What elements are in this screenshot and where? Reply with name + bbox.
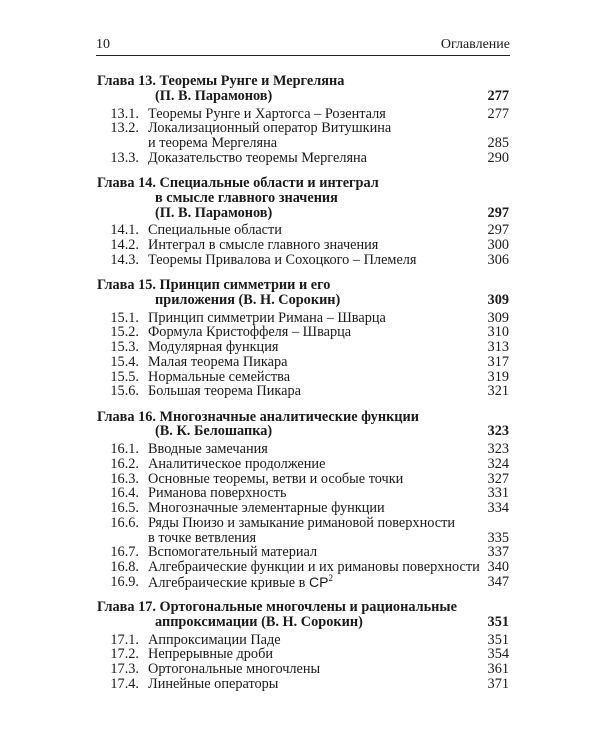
section-entry [97, 325, 509, 340]
section-number: 16.1. [110, 441, 139, 457]
section-number: 17.2. [110, 646, 139, 663]
chapter-title-line [97, 191, 509, 206]
section-title [148, 572, 333, 591]
section-title-text: Алгебраические функции и их римановы поверхности [148, 559, 480, 575]
section-number: 15.3. [110, 339, 139, 355]
section-entry [97, 355, 509, 370]
section-title-text: Вспомогательный материал [148, 544, 318, 561]
section-number: 14.2. [110, 237, 139, 253]
section-title [148, 136, 277, 151]
math-symbol: CP [309, 573, 329, 590]
section-title [148, 151, 367, 166]
section-entry [97, 457, 509, 472]
table-of-contents [97, 74, 509, 692]
section-list [97, 633, 509, 692]
section-title [148, 662, 320, 677]
section-entry [97, 531, 509, 546]
section-page: 285 [487, 135, 509, 151]
section-title [148, 223, 282, 238]
section-title [148, 238, 378, 253]
section-title [148, 253, 417, 268]
section-page: 337 [487, 544, 509, 561]
section-title [148, 677, 278, 692]
chapter-title-text: Глава 14. Специальные области и интеграл [97, 175, 379, 191]
section-title-text: Вводные замечания [148, 441, 268, 457]
section-page: 313 [487, 339, 509, 355]
section-title [148, 340, 278, 355]
chapter-entry [97, 74, 509, 166]
section-title-text: Аппроксимации Паде [148, 631, 281, 648]
section-title-text: Принцип симметрии Римана – Шварца [148, 309, 386, 326]
section-entry [97, 151, 509, 166]
section-page: 347 [487, 573, 509, 590]
section-page: 321 [487, 383, 509, 400]
section-number: 16.6. [110, 514, 139, 531]
section-page: 310 [487, 324, 509, 341]
section-page: 319 [487, 368, 509, 385]
section-list [97, 311, 509, 400]
running-header [96, 37, 510, 56]
section-entry [97, 677, 509, 692]
section-number: 16.9. [110, 573, 139, 590]
section-title-text: Основные теоремы, ветви и особые точки [148, 470, 404, 487]
section-entry [97, 238, 509, 253]
section-page: 327 [487, 470, 509, 487]
running-title: Оглавление [440, 37, 510, 52]
section-page: 354 [487, 646, 509, 663]
section-title-text: Доказательство теоремы Мергеляна [148, 149, 368, 166]
section-number: 16.3. [110, 470, 139, 487]
chapter-page: 323 [487, 423, 509, 440]
section-page: 324 [487, 455, 509, 472]
section-number: 13.2. [110, 120, 139, 137]
section-number: 16.7. [110, 544, 139, 561]
section-number: 15.6. [110, 383, 139, 400]
chapter-title-line [97, 600, 509, 615]
section-title-text: Линейные операторы [148, 675, 279, 692]
chapter-title-line [97, 89, 509, 104]
section-title [148, 472, 403, 487]
section-title [148, 384, 301, 399]
section-list [97, 107, 509, 166]
chapter-title-text: Глава 16. Многозначные аналитические функции [97, 408, 420, 425]
section-title-text: Большая теорема Пикара [148, 383, 301, 400]
chapter-title-line [97, 176, 509, 191]
section-entry [97, 560, 509, 575]
section-entry [97, 370, 509, 385]
chapter-title-line [97, 424, 509, 439]
section-title [148, 531, 256, 546]
section-entry [97, 633, 509, 648]
chapter-title-line [97, 615, 509, 630]
chapter-title-line [97, 74, 509, 89]
section-number: 15.5. [110, 368, 139, 385]
section-title-text: Непрерывные дроби [148, 646, 273, 663]
section-title-text: Малая теорема Пикара [148, 353, 288, 370]
section-title-text: и теорема Мергеляна [148, 135, 278, 151]
section-list [97, 223, 509, 267]
section-title-text: Теоремы Привалова и Сохоцкого – Племеля [148, 251, 417, 268]
chapter-page: 351 [487, 613, 509, 630]
section-page: 335 [487, 529, 509, 546]
section-entry [97, 340, 509, 355]
section-title-text: Аналитическое продолжение [148, 455, 326, 472]
section-number: 17.1. [110, 631, 139, 648]
section-title-text: Формула Кристоффеля – Шварца [148, 324, 352, 341]
section-number: 17.4. [110, 675, 139, 692]
section-number: 15.1. [110, 309, 139, 326]
section-title-text: Специальные области [148, 222, 282, 239]
section-title [148, 633, 281, 648]
section-page: 323 [487, 441, 509, 457]
chapter-entry [97, 176, 509, 268]
chapter-title-text: аппроксимации (В. Н. Сорокин) [155, 613, 363, 630]
chapter-title-text: (П. В. Парамонов) [155, 204, 273, 221]
section-entry [97, 545, 509, 560]
section-number: 17.3. [110, 661, 139, 677]
page-number: 10 [96, 37, 110, 52]
chapter-entry [97, 278, 509, 399]
section-title [148, 121, 391, 136]
section-number: 16.8. [110, 559, 139, 575]
section-page: 297 [487, 222, 509, 239]
section-page: 277 [487, 105, 509, 122]
section-number: 15.4. [110, 353, 139, 370]
section-page: 317 [487, 353, 509, 370]
section-page: 351 [487, 631, 509, 648]
section-number: 16.5. [110, 500, 139, 516]
section-number: 16.2. [110, 455, 139, 472]
section-entry [97, 442, 509, 457]
section-page: 331 [487, 485, 509, 502]
section-entry [97, 223, 509, 238]
section-title [148, 560, 480, 575]
section-title-text: Риманова поверхность [148, 485, 287, 502]
section-page: 334 [487, 500, 509, 516]
section-title-text: Теоремы Рунге и Хартогса – Розенталя [148, 105, 386, 122]
section-page: 300 [487, 237, 509, 253]
section-title [148, 442, 268, 457]
section-title-text: Локализационный оператор Витушкина [148, 120, 392, 137]
section-number: 16.4. [110, 485, 139, 502]
section-title [148, 355, 287, 370]
section-page: 306 [487, 251, 509, 268]
chapter-title-line [97, 206, 509, 221]
section-entry [97, 311, 509, 326]
chapter-title-line [97, 410, 509, 425]
section-title-text: Ортогональные многочлены [148, 661, 321, 677]
section-entry [97, 516, 509, 531]
section-entry [97, 486, 509, 501]
section-page: 309 [487, 309, 509, 326]
section-entry [97, 136, 509, 151]
chapter-title-text: Глава 17. Ортогональные многочлены и рациональные [97, 599, 457, 615]
section-number: 14.1. [110, 222, 139, 239]
section-title [148, 516, 455, 531]
section-title [148, 486, 287, 501]
chapter-title-text: Глава 15. Принцип симметрии и его [97, 277, 331, 293]
section-title [148, 545, 317, 560]
section-number: 15.2. [110, 324, 139, 341]
section-page: 340 [487, 559, 509, 575]
section-entry [97, 472, 509, 487]
section-entry [97, 107, 509, 122]
section-title-text: Алгебраические кривые в [148, 574, 310, 591]
section-number: 13.3. [110, 149, 139, 166]
section-entry [97, 662, 509, 677]
section-title [148, 457, 325, 472]
section-number: 14.3. [110, 251, 139, 268]
section-title-text: Нормальные семейства [148, 368, 291, 385]
section-title-text: в точке ветвления [148, 529, 257, 546]
chapter-title-text: в смысле главного значения [155, 189, 338, 206]
section-title-text: Модулярная функция [148, 339, 279, 355]
section-title-text: Интеграл в смысле главного значения [148, 237, 379, 253]
chapter-title-text: Глава 13. Теоремы Рунге и Мергеляна [97, 73, 345, 89]
section-title [148, 370, 290, 385]
section-page: 371 [487, 675, 509, 692]
section-entry [97, 253, 509, 268]
chapter-title-text: (В. К. Белошапка) [155, 423, 273, 440]
section-title-text: Ряды Пюизо и замыкание римановой поверхности [148, 514, 455, 531]
section-entry [97, 572, 509, 591]
section-title [148, 107, 386, 122]
chapter-title-text: (П. В. Парамонов) [155, 87, 273, 104]
chapter-page: 297 [487, 204, 509, 221]
superscript: 2 [328, 572, 333, 583]
chapter-title-text: приложения (В. Н. Сорокин) [155, 291, 341, 308]
chapter-page: 277 [487, 87, 509, 104]
section-title [148, 647, 273, 662]
section-list [97, 442, 509, 590]
chapter-entry [97, 410, 509, 590]
section-page: 361 [487, 661, 509, 677]
section-entry [97, 501, 509, 516]
section-entry [97, 121, 509, 136]
chapter-entry [97, 600, 509, 692]
section-title [148, 311, 386, 326]
section-title [148, 325, 351, 340]
section-page: 290 [487, 149, 509, 166]
section-number: 13.1. [110, 105, 139, 122]
chapter-title-line [97, 278, 509, 293]
chapter-title-line [97, 293, 509, 308]
section-entry [97, 384, 509, 399]
section-title-text: Многозначные элементарные функции [148, 500, 385, 516]
chapter-page: 309 [487, 291, 509, 308]
section-entry [97, 647, 509, 662]
section-title [148, 501, 385, 516]
